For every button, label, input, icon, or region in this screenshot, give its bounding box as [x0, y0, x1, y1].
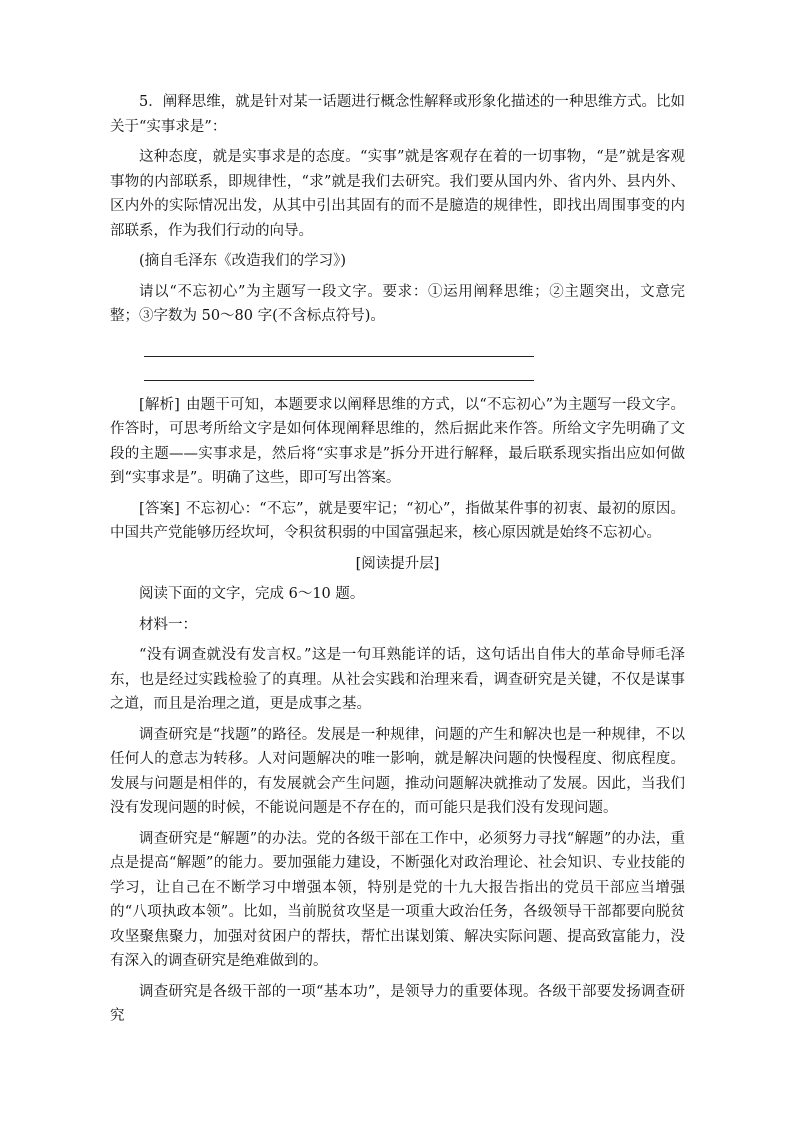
question-5-requirement: 请以“不忘初心”为主题写一段文字。要求：①运用阐释思维；②主题突出，文意完整；③字数为 50～80 字(不含标点符号)。 — [110, 283, 685, 324]
analysis-text: 由题干可知，本题要求以阐释思维的方式，以“不忘初心”为主题写一段文字。作答时，可思考所给文字是如何体现阐释思维的，然后据此来作答。所给文字先明确了文段的主题——实事求是，然后将“实事求是”拆分开进行解释，最后联系现实指出应如何做到“实事求是”。明确了这些，即可写出答案。 — [110, 396, 685, 486]
answer-label: [答案] — [139, 500, 180, 517]
section-heading: [阅读提升层] — [355, 555, 440, 572]
document-page — [110, 90, 685, 1035]
question-5-prompt: 5．阐释思维，就是针对某一话题进行概念性解释或形象化描述的一种思维方式。比如关于“实事求是”： — [110, 94, 685, 135]
material-label: 材料一： — [139, 616, 197, 633]
analysis-label: [解析] — [139, 396, 180, 413]
answer-blank-line-1[interactable] — [144, 335, 534, 359]
answer-blank-area[interactable] — [110, 335, 685, 383]
body-paragraph-3: 调查研究是“解题”的办法。党的各级干部在工作中，必须努力寻找“解题”的办法，重点是提高“解题”的能力。要加强能力建设，不断强化对政治理论、社会知识、专业技能的学习，让自己在不断学习中增强本领，特别是党的十九大报告指出的党员干部应当增强的“八项执政本领”。比如，当前脱贫攻坚是一项重大政治任务，各级领导干部都要向脱贫攻坚聚焦聚力，加强对贫困户的帮扶，帮忙出谋划策、解决实际问题、提高致富能力，没有深入的调查研究是绝难做到的。 — [110, 830, 685, 969]
question-5-quote: 这种态度，就是实事求是的态度。“实事”就是客观存在着的一切事物，“是”就是客观事物的内部联系，即规律性，“求”就是我们去研究。我们要从国内外、省内外、县内外、区内外的实际情况出发，从其中引出其固有的而不是臆造的规律性，即找出周围事变的内部联系，作为我们行动的向导。 — [110, 149, 685, 239]
answer-paragraph — [110, 497, 685, 546]
body-paragraph-4: 调查研究是各级干部的一项“基本功”，是领导力的重要体现。各级干部要发扬调查研究 — [110, 983, 685, 1024]
reading-instruction: 阅读下面的文字，完成 6～10 题。 — [139, 586, 365, 602]
answer-text: 不忘初心：“不忘”，就是要牢记；“初心”，指做某件事的初衷、最初的原因。中国共产党能够历经坎坷，令积贫积弱的中国富强起来，核心原因就是始终不忘初心。 — [110, 500, 685, 541]
answer-blank-line-2[interactable] — [144, 359, 534, 383]
analysis-paragraph — [110, 393, 685, 491]
question-5-source: (摘自毛泽东《改造我们的学习》) — [139, 253, 347, 269]
body-paragraph-2: 调查研究是“找题”的路径。发展是一种规律，问题的产生和解决也是一种规律，不以任何人的意志为转移。人对问题解决的唯一影响，就是解决问题的快慢程度、彻底程度。发展与问题是相伴的，有发展就会产生问题，推动问题解决就推动了发展。因此，当我们没有发现问题的时候，不能说问题是不存在的，而可能只是我们没有发现问题。 — [110, 726, 685, 816]
body-paragraph-1: “没有调查就没有发言权。”这是一句耳熟能详的话，这句话出自伟大的革命导师毛泽东，也是经过实践检验了的真理。从社会实践和治理来看，调查研究是关键，不仅是谋事之道，而且是治理之道，更是成事之基。 — [110, 647, 685, 712]
